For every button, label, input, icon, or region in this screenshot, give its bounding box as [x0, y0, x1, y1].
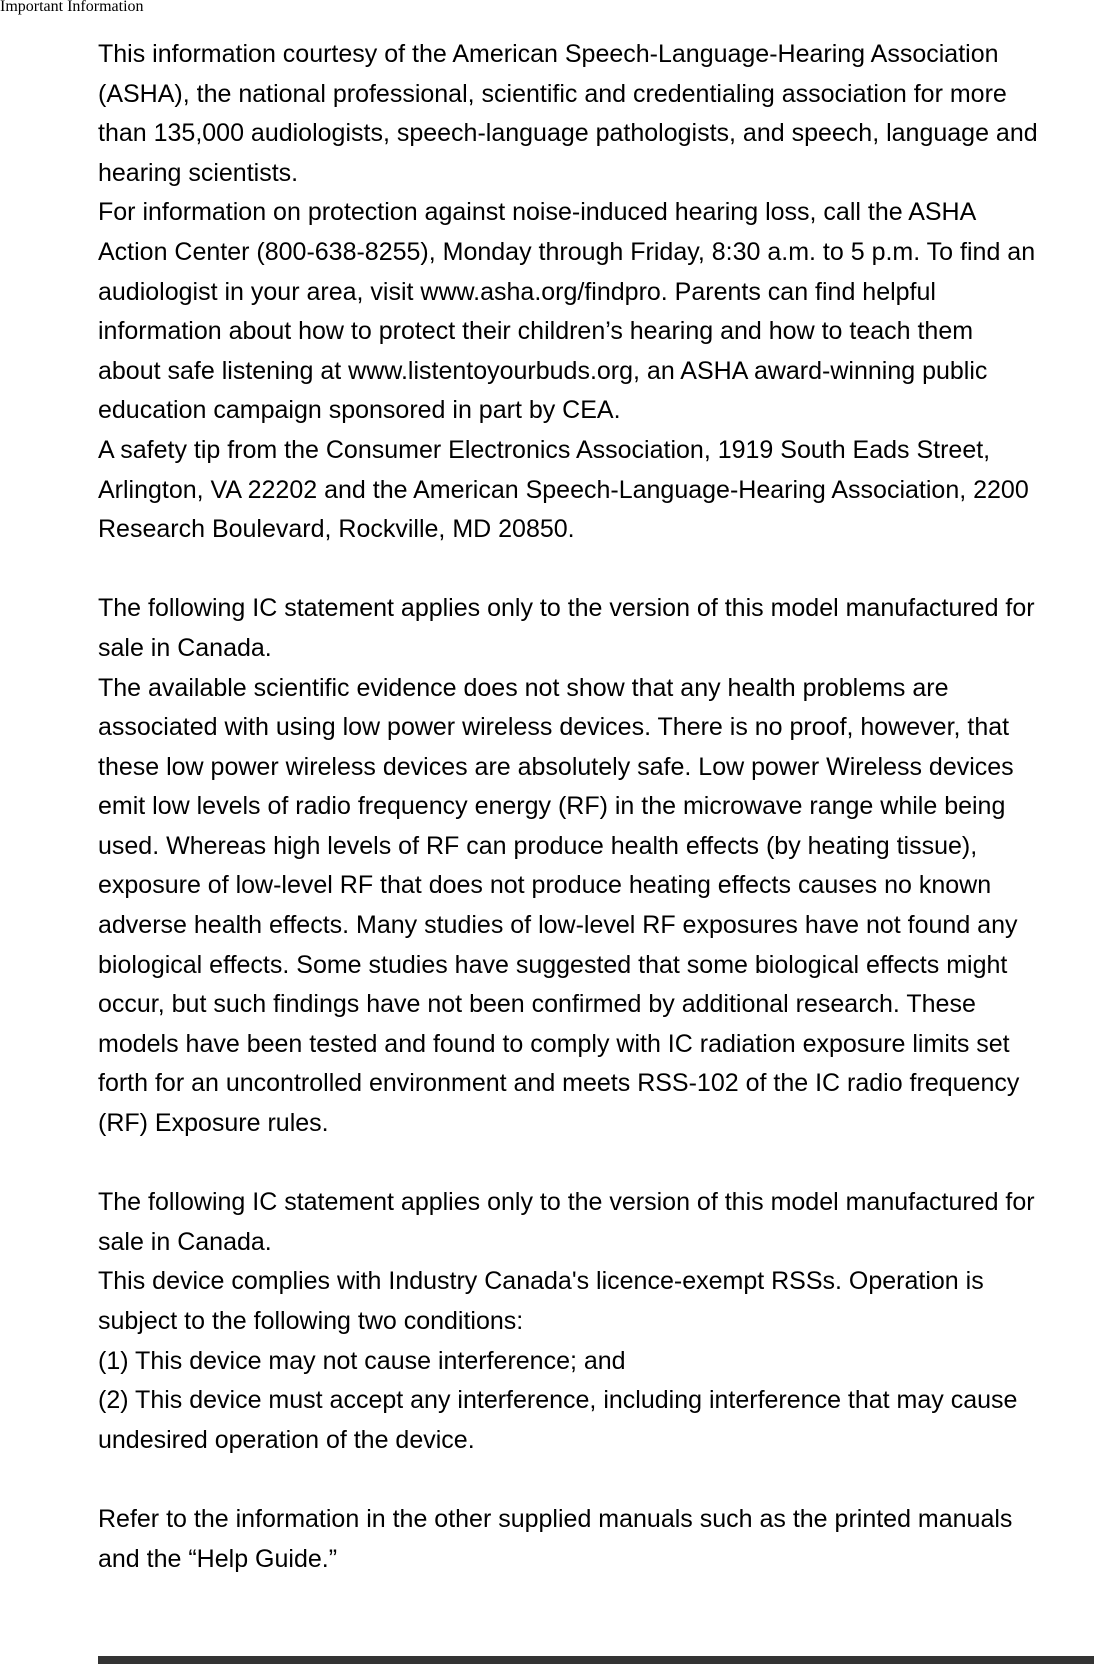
- text-line: (1) This device may not cause interference; and: [98, 1346, 626, 1375]
- text-line: undesired operation of the device.: [98, 1425, 475, 1454]
- text-line: Research Boulevard, Rockville, MD 20850.: [98, 515, 575, 544]
- text-line: and the “Help Guide.”: [98, 1544, 338, 1573]
- footer-divider-bar: [98, 1656, 1094, 1664]
- text-line: hearing scientists.: [98, 158, 299, 187]
- text-line: adverse health effects. Many studies of low-level RF exposures have not found any: [98, 911, 1018, 940]
- page-header-title: Important Information: [0, 0, 144, 15]
- text-line: (ASHA), the national professional, scientific and credentialing association for more: [98, 79, 1007, 108]
- document-body: [98, 35, 1038, 1579]
- text-line: This information courtesy of the American Speech-Language-Hearing Association: [98, 40, 999, 68]
- text-line: occur, but such findings have not been confirmed by additional research. These: [98, 990, 976, 1019]
- blank-line: [98, 550, 1038, 590]
- text-line: forth for an uncontrolled environment and meets RSS-102 of the IC radio frequency: [98, 1069, 1020, 1098]
- text-line: these low power wireless devices are absolutely safe. Low power Wireless devices: [98, 752, 1014, 781]
- text-line: For information on protection against noise-induced hearing loss, call the ASHA: [98, 198, 977, 227]
- text-line: associated with using low power wireless devices. There is no proof, however, that: [98, 713, 1010, 742]
- text-line: (RF) Exposure rules.: [98, 1109, 329, 1138]
- text-line: sale in Canada.: [98, 633, 272, 662]
- text-line: than 135,000 audiologists, speech-language pathologists, and speech, language and: [98, 119, 1038, 148]
- text-line: emit low levels of radio frequency energy (RF) in the microwave range while being: [98, 792, 1006, 821]
- text-line: This device complies with Industry Canada's licence-exempt RSSs. Operation is: [98, 1267, 984, 1296]
- text-line: models have been tested and found to comply with IC radiation exposure limits set: [98, 1029, 1010, 1058]
- text-line: (2) This device must accept any interference, including interference that may cause: [98, 1386, 1018, 1415]
- text-line: exposure of low-level RF that does not produce heating effects causes no known: [98, 871, 992, 900]
- blank-line: [98, 1144, 1038, 1184]
- text-line: The following IC statement applies only to the version of this model manufactured for: [98, 1188, 1035, 1217]
- text-line: Action Center (800-638-8255), Monday through Friday, 8:30 a.m. to 5 p.m. To find an: [98, 237, 1036, 266]
- text-line: used. Whereas high levels of RF can produce health effects (by heating tissue),: [98, 831, 978, 860]
- text-line: information about how to protect their children’s hearing and how to teach them: [98, 317, 974, 346]
- text-line: Arlington, VA 22202 and the American Speech-Language-Hearing Association, 2200: [98, 475, 1029, 504]
- blank-line: [98, 1460, 1038, 1500]
- text-line: Refer to the information in the other supplied manuals such as the printed manuals: [98, 1504, 1013, 1533]
- text-line: sale in Canada.: [98, 1227, 272, 1256]
- text-line: about safe listening at www.listentoyourbuds.org, an ASHA award-winning public: [98, 356, 988, 385]
- text-line: The available scientific evidence does not show that any health problems are: [98, 673, 949, 702]
- text-line: A safety tip from the Consumer Electronics Association, 1919 South Eads Street,: [98, 435, 991, 464]
- text-line: biological effects. Some studies have suggested that some biological effects might: [98, 950, 1008, 979]
- text-line: education campaign sponsored in part by CEA.: [98, 396, 621, 425]
- text-line: The following IC statement applies only to the version of this model manufactured for: [98, 594, 1035, 623]
- text-line: audiologist in your area, visit www.asha.org/findpro. Parents can find helpful: [98, 277, 936, 306]
- text-line: subject to the following two conditions:: [98, 1307, 524, 1335]
